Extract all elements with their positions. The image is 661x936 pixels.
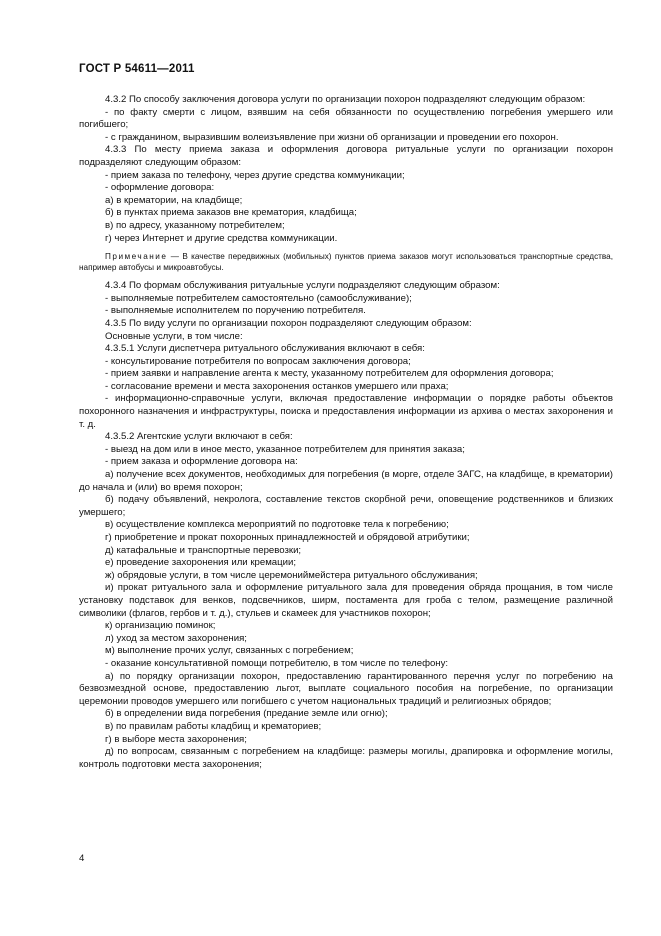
paragraph: 4.3.5.2 Агентские услуги включают в себя: — [105, 431, 293, 443]
paragraph: в) по правилам работы кладбищ и крематориев; — [105, 720, 322, 732]
paragraph: - выполняемые исполнителем по поручению потребителя. — [105, 305, 366, 317]
paragraph: Основные услуги, в том числе: — [105, 330, 243, 342]
paragraph: е) проведение захоронения или кремации; — [105, 557, 297, 569]
paragraph: г) приобретение и прокат похоронных принадлежностей и обрядовой атрибутики; — [105, 532, 470, 543]
paragraph: д) по вопросам, связанным с погребением на кладбище: размеры могилы, драпировка и оформление могилы, контроль подготовки места захоронения; — [79, 746, 613, 770]
paragraph: - оформление договора: — [105, 182, 215, 194]
paragraph: в) осуществление комплекса мероприятий по подготовке тела к погребению; — [105, 519, 449, 531]
paragraph: - оказание консультативной помощи потребителю, в том числе по телефону: — [105, 657, 449, 669]
note-text: — В качестве передвижных (мобильных) пунктов приема заказов могут использоваться транспортные средства, например автобусы и микроавтобусы. — [79, 252, 613, 273]
paragraph: - выполняемые потребителем самостоятельно (самообслуживание); — [105, 292, 412, 304]
paragraph: б) в пунктах приема заказов вне крематория, кладбища; — [105, 207, 357, 219]
paragraph: а) получение всех документов, необходимых для погребения (в морге, отделе ЗАГС, на кладбище, в крематории) до начала и (или) во время похорон; — [79, 469, 613, 493]
paragraph: - по факту смерти с лицом, взявшим на себя обязанности по осуществлению погребения умершего или погибшего; — [79, 106, 613, 131]
document-body — [79, 94, 613, 771]
paragraph: б) в определении вида погребения (предание земле или огню); — [105, 708, 388, 720]
paragraph: 4.3.5 По виду услуги по организации похорон подразделяют следующим образом: — [105, 317, 472, 329]
paragraph: - прием заказа по телефону, через другие средства коммуникации; — [105, 169, 405, 181]
paragraph: в) по адресу, указанному потребителем; — [105, 219, 285, 231]
paragraph: б) подачу объявлений, некролога, составление текстов скорбной речи, оповещение родственников и близких умершего; — [79, 494, 613, 518]
paragraph: 4.3.4 По формам обслуживания ритуальные услуги подразделяют следующим образом: — [105, 280, 500, 292]
paragraph: л) уход за местом захоронения; — [105, 632, 247, 644]
note-paragraph — [79, 251, 613, 273]
paragraph: - консультирование потребителя по вопросам заключения договора; — [105, 355, 411, 367]
paragraph: - выезд на дом или в иное место, указанное потребителем для принятия заказа; — [105, 443, 465, 455]
paragraph: 4.3.2 По способу заключения договора услуги по организации похорон подразделяют следующим образом: — [105, 94, 586, 105]
paragraph: 4.3.3 По месту приема заказа и оформления договора ритуальные услуги по организации похорон подразделяют следующим образом: — [79, 144, 613, 168]
paragraph: - информационно-справочные услуги, включая предоставление информации о порядке работы объектов похоронного назначения и инфраструктуры, поиска и предоставления информации из архива о местах захоронения и т. д. — [79, 393, 613, 430]
paragraph: ж) обрядовые услуги, в том числе церемониймейстера ритуального обслуживания; — [105, 569, 478, 581]
paragraph: к) организацию поминок; — [105, 620, 216, 632]
paragraph: 4.3.5.1 Услуги диспетчера ритуального обслуживания включают в себя: — [105, 343, 425, 355]
paragraph: д) катафальные и транспортные перевозки; — [105, 544, 302, 556]
document-header: ГОСТ Р 54611—2011 — [79, 63, 195, 75]
paragraph: - с гражданином, выразившим волеизъявление при жизни об организации и проведении его похорон. — [105, 131, 559, 143]
paragraph: а) по порядку организации похорон, предоставлению гарантированного перечня услуг по погребению на безвозмездной основе, предоставлению льгот, выплате социального пособия на погребение, по организации церемонии проводов умершего или погибшего с учетом национальных традиций и религиозных обрядов; — [79, 670, 613, 707]
paragraph: и) прокат ритуального зала и оформление ритуального зала для проведения обряда прощания, в том числе установку подставок для венков, подсвечников, ширм, постамента для гроба с телом, размещение различной символики (флагов, гербов и т. д.), стульев и скамеек для участников похорон; — [79, 582, 613, 619]
paragraph: г) в выборе места захоронения; — [105, 733, 247, 745]
section-4-3-2-4-3-3 — [79, 94, 613, 245]
paragraph: - прием заявки и направление агента к месту, указанному потребителем для оформления договора; — [105, 368, 554, 380]
note-label: Примечание — [105, 252, 168, 262]
paragraph: м) выполнение прочих услуг, связанных с погребением; — [105, 645, 354, 657]
paragraph: - прием заказа и оформление договора на: — [105, 456, 298, 468]
paragraph: - согласование времени и места захоронения останков умершего или праха; — [105, 380, 449, 392]
paragraph: а) в крематории, на кладбище; — [105, 194, 243, 206]
section-4-3-4-4-3-5 — [79, 280, 613, 771]
paragraph: г) через Интернет и другие средства коммуникации. — [105, 232, 338, 244]
page-number: 4 — [79, 853, 85, 864]
